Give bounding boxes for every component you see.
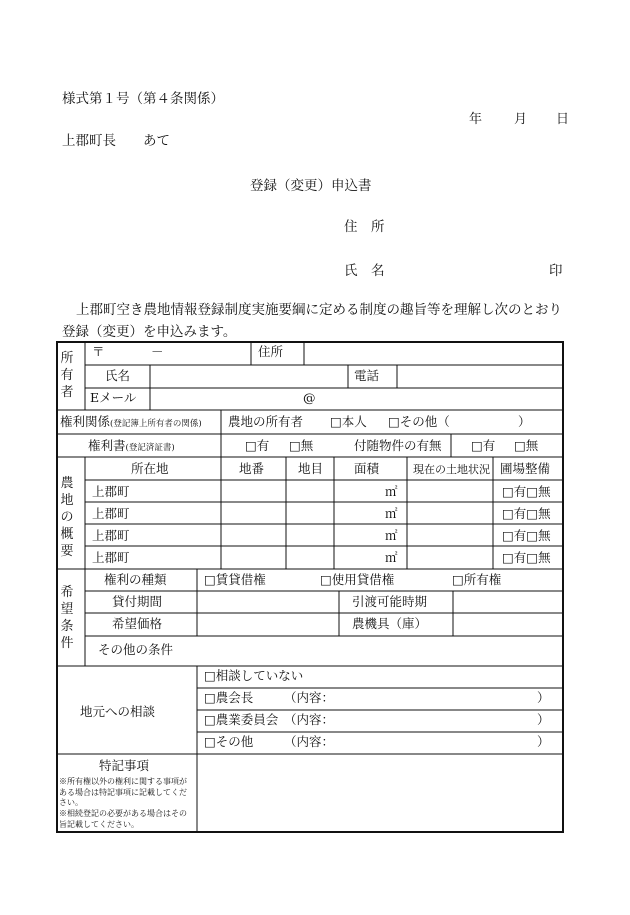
rights-relation-label: 権利関係(登記簿上所有者の関係) (60, 414, 202, 429)
email-at-sign: @ (303, 390, 316, 405)
attached-no-checkbox: □無 (514, 438, 539, 453)
special-notes-note-2: ※相続登記の必要がある場合はその旨記載してください。 (59, 809, 187, 829)
addressee: 上郡町長 あて (62, 133, 170, 149)
postal-dash: － (151, 344, 164, 359)
consult-other-content: （内容： (284, 734, 335, 749)
consult-committee-checkbox: □農業委員会 (204, 712, 279, 727)
desired-price-label: 希望価格 (112, 616, 163, 631)
deed-yes-checkbox: □有 (245, 438, 270, 453)
document-title: 登録（変更）申込書 (250, 178, 372, 194)
form-number: 様式第１号（第４条関係） (62, 91, 224, 107)
right-type-label: 権利の種類 (104, 572, 167, 587)
consult-committee-close: ） (537, 712, 550, 727)
handover-time-label: 引渡可能時期 (352, 594, 428, 609)
farmland-row-4-maintenance: □有□無 (502, 550, 551, 565)
local-consultation-label: 地元への相談 (80, 704, 156, 719)
farmland-row-2-maintenance: □有□無 (502, 506, 551, 521)
relation-other-close: ） (518, 414, 531, 429)
special-notes-label: 特記事項 (99, 758, 150, 773)
relation-other-checkbox: □その他（ (388, 414, 450, 429)
farmland-row-1-maintenance: □有□無 (502, 484, 551, 499)
farmland-row-2-unit: ㎡ (385, 506, 398, 521)
consult-chief-close: ） (537, 690, 550, 705)
owner-address-label: 住所 (258, 344, 284, 359)
col-header-land-status: 現在の土地状況 (413, 463, 490, 476)
farmland-owner-label: 農地の所有者 (228, 414, 304, 429)
date-month: 月 (514, 112, 528, 127)
farmland-row-3-location: 上郡町 (92, 528, 130, 543)
consult-chief-content: （内容： (284, 690, 335, 705)
col-header-lot-number: 地番 (239, 461, 265, 476)
date-day: 日 (556, 112, 570, 127)
loan-right-checkbox: □使用貸借権 (320, 572, 395, 587)
wishes-section-label: 希望条件 (60, 585, 74, 651)
owner-email-label: Eメール (90, 390, 137, 405)
attached-property-label: 付随物件の有無 (354, 438, 442, 453)
lending-period-label: 貸付期間 (112, 594, 163, 609)
consult-committee-content: （内容： (284, 712, 335, 727)
seal-mark: 印 (549, 263, 563, 279)
farmland-row-1-location: 上郡町 (92, 484, 130, 499)
owner-phone-label: 電話 (354, 368, 380, 383)
postal-mark: 〒 (92, 344, 105, 359)
applicant-name-label: 氏 名 (344, 263, 385, 279)
farmland-row-3-maintenance: □有□無 (502, 528, 551, 543)
col-header-land-category: 地目 (298, 461, 324, 476)
date-year: 年 (469, 112, 483, 127)
attached-yes-checkbox: □有 (471, 438, 496, 453)
special-notes-note-1: ※所有権以外の権利に関する事項がある場合は特記事項に記載してください。 (59, 777, 187, 807)
col-header-location: 所在地 (131, 461, 169, 476)
farmland-row-4-unit: ㎡ (385, 550, 398, 565)
consult-farm-chief-checkbox: □農会長 (204, 690, 254, 705)
intro-paragraph: 上郡町空き農地情報登録制度実施要綱に定める制度の趣旨等を理解し次のとおり登録（変更）を申込みます。 (62, 302, 562, 340)
col-header-area: 面積 (354, 461, 380, 476)
consult-other-checkbox: □その他 (204, 734, 254, 749)
farmland-row-4-location: 上郡町 (92, 550, 130, 565)
farmland-row-3-unit: ㎡ (385, 528, 398, 543)
title-deed-label: 権利書(登記済証書) (88, 438, 175, 453)
machinery-label: 農機具（庫） (352, 616, 428, 631)
ownership-right-checkbox: □所有権 (452, 572, 502, 587)
farmland-section-label: 農地の概要 (60, 476, 74, 559)
owner-section-label: 所有者 (60, 351, 74, 400)
other-conditions-label: その他の条件 (98, 642, 174, 657)
col-header-field-maintenance: 圃場整備 (500, 461, 551, 476)
farmland-row-2-location: 上郡町 (92, 506, 130, 521)
deed-no-checkbox: □無 (289, 438, 314, 453)
applicant-address-label: 住 所 (344, 219, 385, 235)
relation-self-checkbox: □本人 (330, 414, 367, 429)
lease-right-checkbox: □賃貸借権 (204, 572, 266, 587)
owner-name-label: 氏名 (105, 368, 131, 383)
consult-other-close: ） (537, 734, 550, 749)
farmland-row-1-unit: ㎡ (385, 484, 398, 499)
consult-none-checkbox: □相談していない (204, 668, 304, 683)
